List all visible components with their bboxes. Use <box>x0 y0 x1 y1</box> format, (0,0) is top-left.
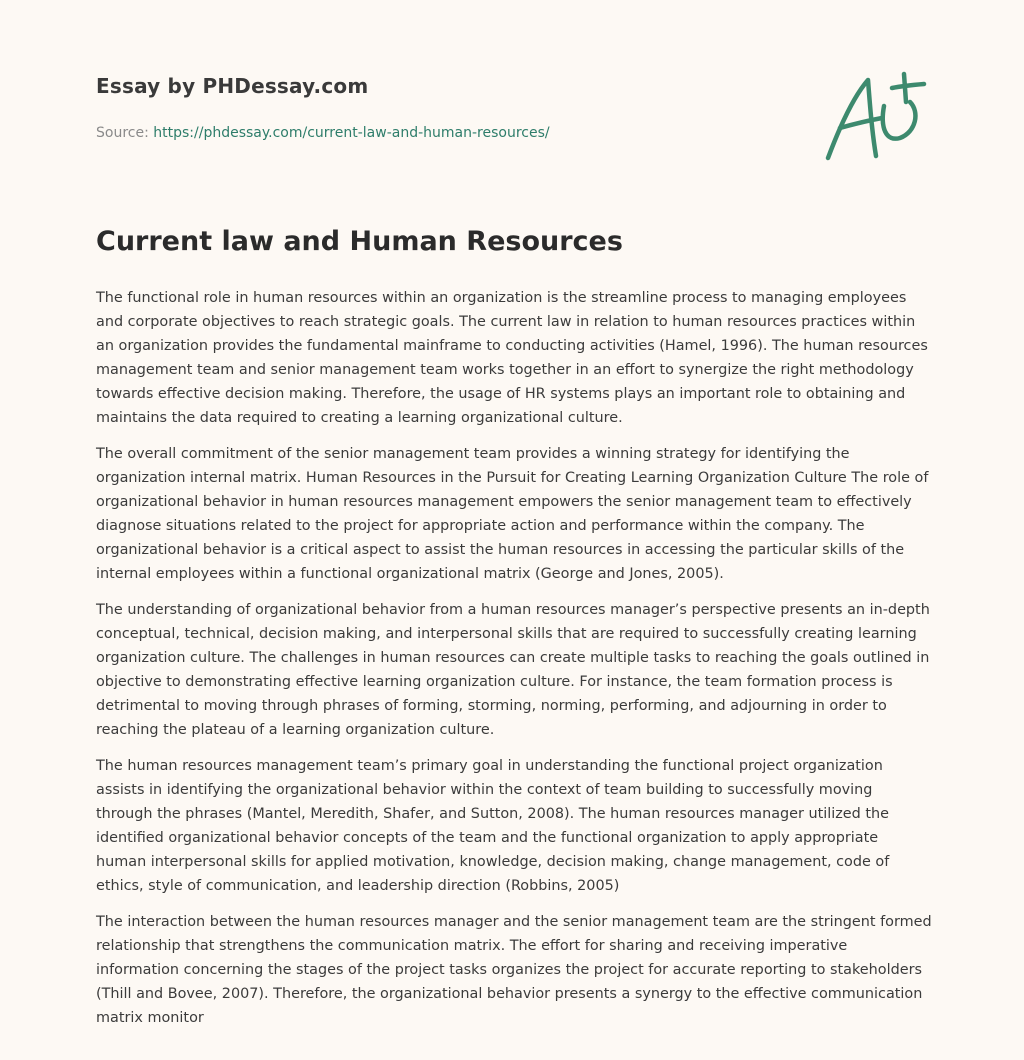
essay-paragraph: The human resources management team’s primary goal in understanding the functional project organization assists in identifying the organizational behavior within the context of team building to successfully moving through the phrases (Mantel, Meredith, Shafer, and Sutton, 2008). The human resources manager utilized the identified organizational behavior concepts of the team and the functional organization to apply appropriate human interpersonal skills for applied motivation, knowledge, decision making, change management, code of ethics, style of communication, and leadership direction (Robbins, 2005) <box>96 758 890 894</box>
source-line <box>96 125 796 141</box>
essay-paragraph: The functional role in human resources within an organization is the streamline process to managing employees and corporate objectives to reach strategic goals. The current law in relation to human resources practices within an organization provides the fundamental mainframe to conducting activities (Hamel, 1996). The human resources management team and senior management team works together in an effort to synergize the right methodology towards effective decision making. Therefore, the usage of HR systems plays an important role to obtaining and maintains the data required to creating a learning organizational culture. <box>96 290 928 426</box>
source-label: Source: <box>96 125 149 141</box>
essay-paragraph: The overall commitment of the senior management team provides a winning strategy for identifying the organization internal matrix. Human Resources in the Pursuit for Creating Learning Organization Culture The role of organizational behavior in human resources management empowers the senior management team to effectively diagnose situations related to the project for appropriate action and performance within the company. The organizational behavior is a critical aspect to assist the human resources in accessing the particular skills of the internal employees within a functional organizational matrix (George and Jones, 2005). <box>96 446 929 582</box>
essay-body <box>96 286 932 1042</box>
essay-paragraph: The understanding of organizational behavior from a human resources manager’s perspective presents an in-depth conceptual, technical, decision making, and interpersonal skills that are required to successfully creating learning organization culture. The challenges in human resources can create multiple tasks to reaching the goals outlined in objective to demonstrating effective learning organization culture. For instance, the team formation process is detrimental to moving through phrases of forming, storming, norming, performing, and adjourning in order to reaching the plateau of a learning organization culture. <box>96 602 930 738</box>
source-link[interactable]: https://phdessay.com/current-law-and-human-resources/ <box>153 125 550 141</box>
brand-title: Essay by PHDessay.com <box>96 74 369 98</box>
a-plus-logo-icon <box>820 66 930 166</box>
essay-paragraph: The interaction between the human resources manager and the senior management team are the stringent formed relationship that strengthens the communication matrix. The effort for sharing and receiving imperative information concerning the stages of the project tasks organizes the project for accurate reporting to stakeholders (Thill and Bovee, 2007). Therefore, the organizational behavior presents a synergy to the effective communication matrix monitor <box>96 914 932 1026</box>
header <box>96 74 796 141</box>
essay-title: Current law and Human Resources <box>96 226 623 257</box>
